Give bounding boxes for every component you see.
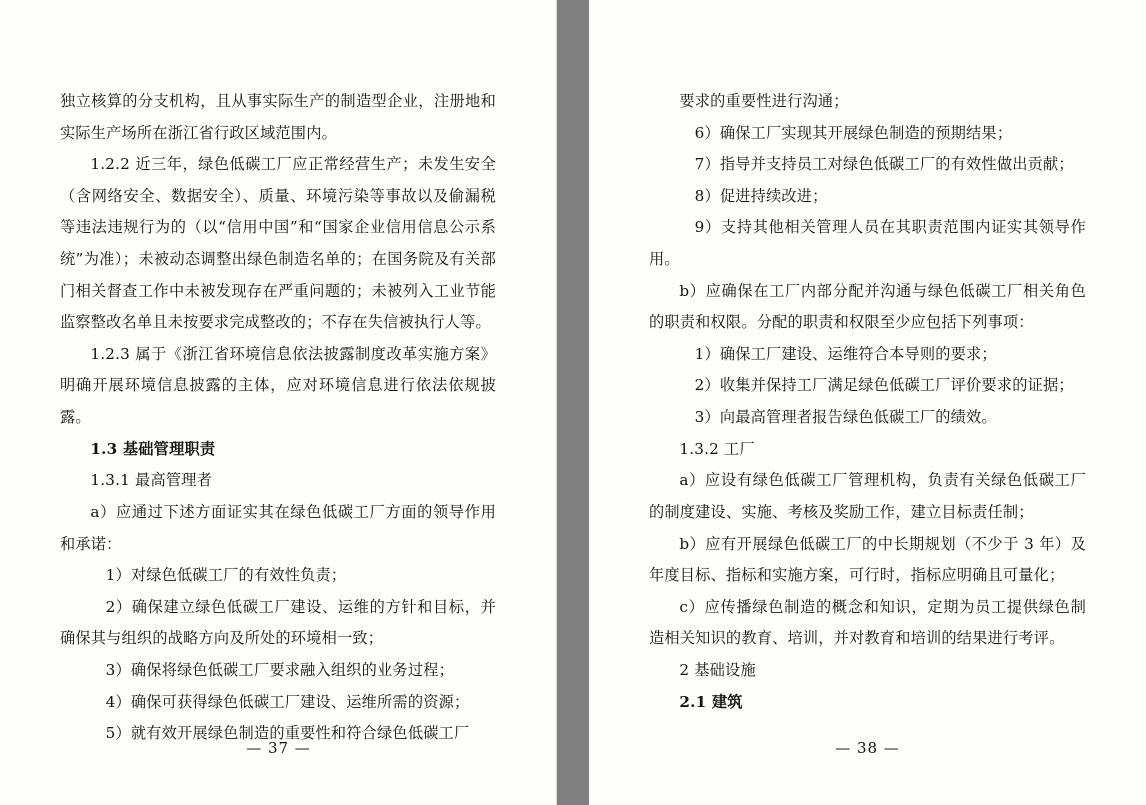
section-heading: 1.3 基础管理职责: [90, 439, 216, 458]
paragraph: c）应传播绿色制造的概念和知识，定期为员工提供绿色制造相关知识的教育、培训，并对教育和培训的结果进行考评。: [649, 597, 1086, 648]
page-37-content: [60, 86, 496, 750]
list-item: 1）确保工厂建设、运维符合本导则的要求；: [694, 344, 997, 363]
subsection-heading: 1.3.1 最高管理者: [90, 471, 212, 490]
list-item: 3）确保将绿色低碳工厂要求融入组织的业务过程；: [105, 660, 454, 679]
list-item: 9）支持其他相关管理人员在其职责范围内证实其领导作用。: [649, 218, 1086, 269]
list-item: 3）向最高管理者报告绿色低碳工厂的绩效。: [694, 408, 997, 427]
page-number: — 37 —: [246, 739, 311, 757]
document-page-38: [589, 0, 1146, 805]
paragraph: 独立核算的分支机构，且从事实际生产的制造型企业，注册地和实际生产场所在浙江省行政区域范围内。: [60, 92, 496, 142]
list-item: 5）就有效开展绿色制造的重要性和符合绿色低碳工厂: [105, 724, 470, 743]
list-item: 2）收集并保持工厂满足绿色低碳工厂评价要求的证据；: [694, 376, 1074, 395]
paragraph: a）应通过下述方面证实其在绿色低碳工厂方面的领导作用和承诺：: [60, 502, 496, 553]
list-item: 8）促进持续改进；: [694, 186, 828, 205]
page-38-content: [649, 86, 1086, 718]
list-item: 4）确保可获得绿色低碳工厂建设、运维所需的资源；: [105, 692, 470, 711]
paragraph: b）应确保在工厂内部分配并沟通与绿色低碳工厂相关角色的职责和权限。分配的职责和权限至少应包括下列事项：: [649, 281, 1086, 332]
document-page-37: [0, 0, 557, 805]
section-heading: 2.1 建筑: [679, 692, 743, 711]
page-number: — 38 —: [835, 739, 900, 757]
list-item: 2）确保建立绿色低碳工厂建设、运维的方针和目标，并确保其与组织的战略方向及所处的环境相一致；: [60, 597, 496, 648]
paragraph: a）应设有绿色低碳工厂管理机构，负责有关绿色低碳工厂的制度建设、实施、考核及奖励工作，建立目标责任制；: [649, 471, 1086, 521]
paragraph: 要求的重要性进行沟通；: [679, 92, 849, 110]
list-item: 1）对绿色低碳工厂的有效性负责；: [105, 566, 347, 585]
paragraph: 1.2.3 属于《浙江省环境信息依法披露制度改革实施方案》明确开展环境信息披露的主体，应对环境信息进行依法依规披露。: [60, 344, 496, 427]
subsection-heading: 1.3.2 工厂: [679, 439, 755, 458]
paragraph: b）应有开展绿色低碳工厂的中长期规划（不少于 3 年）及年度目标、指标和实施方案，可行时，指标应明确且可量化；: [649, 534, 1086, 585]
section-heading: 2 基础设施: [679, 660, 756, 679]
paragraph: 1.2.2 近三年，绿色低碳工厂应正常经营生产；未发生安全（含网络安全、数据安全）、质量、环境污染等事故以及偷漏税等违法违规行为的（以“信用中国”和“国家企业信用信息公示系统”为准）；未被动态调整出绿色制造名单的；在国务院及有关部门相关督查工作中未被发现存在严重问题的；未被列入工业节能监察整改名单且未按要求完成整改的；不存在失信被执行人等。: [60, 155, 496, 332]
list-item: 6）确保工厂实现其开展绿色制造的预期结果；: [694, 123, 1013, 142]
list-item: 7）指导并支持员工对绿色低碳工厂的有效性做出贡献；: [694, 155, 1074, 174]
